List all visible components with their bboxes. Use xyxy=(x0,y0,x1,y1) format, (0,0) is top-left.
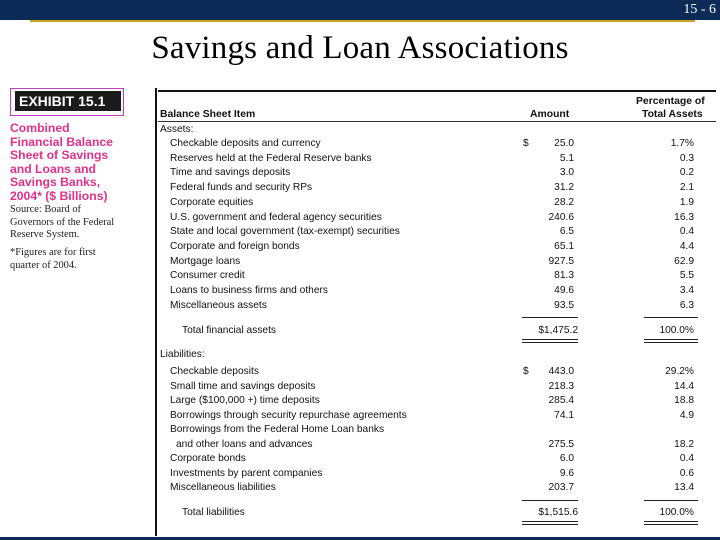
liability-amount: 285.4 xyxy=(548,395,574,406)
asset-item: Checkable deposits and currency xyxy=(170,138,321,149)
exhibit-heading-line: and Loans and xyxy=(10,161,96,176)
exhibit-source-line: Source: Board of xyxy=(10,204,81,215)
total-assets-double-rule xyxy=(522,339,578,343)
asset-item: Reserves held at the Federal Reserve banks xyxy=(170,152,372,164)
header-rule xyxy=(30,20,695,22)
liability-item: Checkable deposits xyxy=(170,366,259,377)
total-liabilities-amount: $1,515.6 xyxy=(538,507,578,518)
liability-pct: 18.2 xyxy=(674,438,694,450)
asset-pct: 0.2 xyxy=(679,167,694,179)
asset-amount: 25.0 xyxy=(554,138,574,149)
exhibit-heading-line: Sheet of Savings xyxy=(10,148,109,163)
assets-label: Assets: xyxy=(160,124,194,135)
col-header-amount: Amount xyxy=(530,109,570,120)
asset-amount: 28.2 xyxy=(554,196,574,208)
asset-item: Loans to business firms and others xyxy=(170,285,328,296)
liability-amount: 275.5 xyxy=(548,438,574,450)
total-assets-amount: $1,475.2 xyxy=(538,325,578,336)
exhibit-heading-line: Savings Banks, xyxy=(10,175,101,190)
total-liabilities-rule-top xyxy=(522,500,578,501)
exhibit-source-line: Reserve System. xyxy=(10,229,80,240)
total-liabilities-double-rule xyxy=(522,521,578,525)
exhibit-footnote-line: quarter of 2004. xyxy=(10,259,77,271)
asset-item: Corporate equities xyxy=(170,196,254,208)
asset-pct: 2.1 xyxy=(679,182,694,194)
total-liabilities-label: Total liabilities xyxy=(182,507,245,518)
col-header-item: Balance Sheet Item xyxy=(160,109,256,120)
total-liabilities-pct: 100.0% xyxy=(659,507,694,518)
liability-amount: 218.3 xyxy=(548,380,574,392)
liabilities-label: Liabilities: xyxy=(160,349,205,360)
exhibit-footnote-line: *Figures are for first xyxy=(10,247,96,258)
asset-amount: 31.2 xyxy=(554,182,574,194)
liability-pct: 0.4 xyxy=(679,453,694,464)
top-bar xyxy=(0,0,720,20)
asset-amount: 65.1 xyxy=(554,240,574,252)
slide-title: Savings and Loan Associations xyxy=(151,30,569,66)
asset-pct: 62.9 xyxy=(674,255,694,267)
asset-pct: 6.3 xyxy=(679,299,694,311)
asset-pct: 16.3 xyxy=(674,211,694,223)
liability-item: Borrowings from the Federal Home Loan banks xyxy=(170,424,385,435)
asset-amount: 5.1 xyxy=(559,152,574,164)
liability-pct: 4.9 xyxy=(679,409,694,421)
asset-pct: 0.4 xyxy=(679,226,694,238)
total-assets-pct-double-rule xyxy=(644,339,698,343)
total-liabilities-pct-double-rule xyxy=(644,521,698,525)
exhibit-source-line: Governors of the Federal xyxy=(10,216,115,228)
asset-pct: 0.3 xyxy=(679,152,694,164)
liability-item: Large ($100,000 +) time deposits xyxy=(170,395,320,406)
liability-amount: 9.6 xyxy=(559,467,574,479)
total-assets-rule-top xyxy=(522,317,578,318)
asset-item: Corporate and foreign bonds xyxy=(170,240,300,252)
table-top-rule xyxy=(158,90,716,92)
exhibit-heading-line: 2004* ($ Billions) xyxy=(10,188,108,203)
asset-item: U.S. government and federal agency securities xyxy=(170,211,382,223)
asset-item: State and local government (tax-exempt) securities xyxy=(170,226,400,238)
asset-pct: 1.7% xyxy=(670,138,694,149)
asset-item: Mortgage loans xyxy=(170,255,241,267)
total-liabilities-pct-rule-top xyxy=(644,500,698,501)
liability-pct: 14.4 xyxy=(674,380,694,392)
liability-item: Investments by parent companies xyxy=(170,467,323,479)
exhibit-label-frame xyxy=(10,88,124,116)
asset-pct: 4.4 xyxy=(679,240,694,252)
page-number: 15 - 6 xyxy=(683,2,716,17)
total-assets-pct: 100.0% xyxy=(659,325,694,336)
liability-amount: 443.0 xyxy=(548,366,574,377)
liability-amount: 203.7 xyxy=(548,482,574,493)
liability-item: Miscellaneous liabilities xyxy=(170,482,276,493)
asset-amount: 6.5 xyxy=(559,226,574,238)
exhibit-footnote xyxy=(10,247,150,272)
liability-amount: 74.1 xyxy=(554,409,574,421)
total-assets-pct-rule-top xyxy=(644,317,698,318)
asset-amount: 240.6 xyxy=(548,211,574,223)
asset-dollar-sign: $ xyxy=(523,138,529,149)
asset-pct: 3.4 xyxy=(679,285,694,296)
exhibit-heading xyxy=(10,122,160,204)
asset-item: Consumer credit xyxy=(170,270,245,282)
liability-item: Borrowings through security repurchase agreements xyxy=(170,409,407,421)
total-assets-label: Total financial assets xyxy=(182,325,276,336)
asset-pct: 5.5 xyxy=(679,270,694,282)
liability-item: Small time and savings deposits xyxy=(170,380,316,392)
exhibit-heading-line: Combined xyxy=(10,121,70,135)
col-header-pct-line2: Total Assets xyxy=(642,109,703,120)
asset-item: Federal funds and security RPs xyxy=(170,182,313,194)
liability-dollar-sign: $ xyxy=(523,366,529,377)
exhibit-label: EXHIBIT 15.1 xyxy=(15,91,121,111)
asset-amount: 49.6 xyxy=(554,285,574,296)
liability-pct: 29.2% xyxy=(665,366,694,377)
liability-pct: 18.8 xyxy=(674,395,694,406)
col-header-pct-line1: Percentage of xyxy=(636,96,705,107)
exhibit-panel xyxy=(8,88,156,536)
liability-pct: 0.6 xyxy=(679,467,694,479)
exhibit-heading-line: Financial Balance xyxy=(10,134,113,149)
asset-amount: 81.3 xyxy=(554,270,574,282)
liability-pct: 13.4 xyxy=(674,482,694,493)
liability-amount: 6.0 xyxy=(559,453,574,464)
exhibit-divider xyxy=(155,88,157,536)
asset-item: Time and savings deposits xyxy=(170,167,291,179)
asset-pct: 1.9 xyxy=(679,196,694,208)
asset-amount: 927.5 xyxy=(548,255,574,267)
header-rule-line xyxy=(158,121,716,122)
asset-item: Miscellaneous assets xyxy=(170,299,267,311)
asset-amount: 93.5 xyxy=(554,299,574,311)
asset-amount: 3.0 xyxy=(559,167,574,179)
liability-item: Corporate bonds xyxy=(170,453,246,464)
exhibit-source xyxy=(10,204,150,242)
liability-item-cont: and other loans and advances xyxy=(176,438,313,450)
